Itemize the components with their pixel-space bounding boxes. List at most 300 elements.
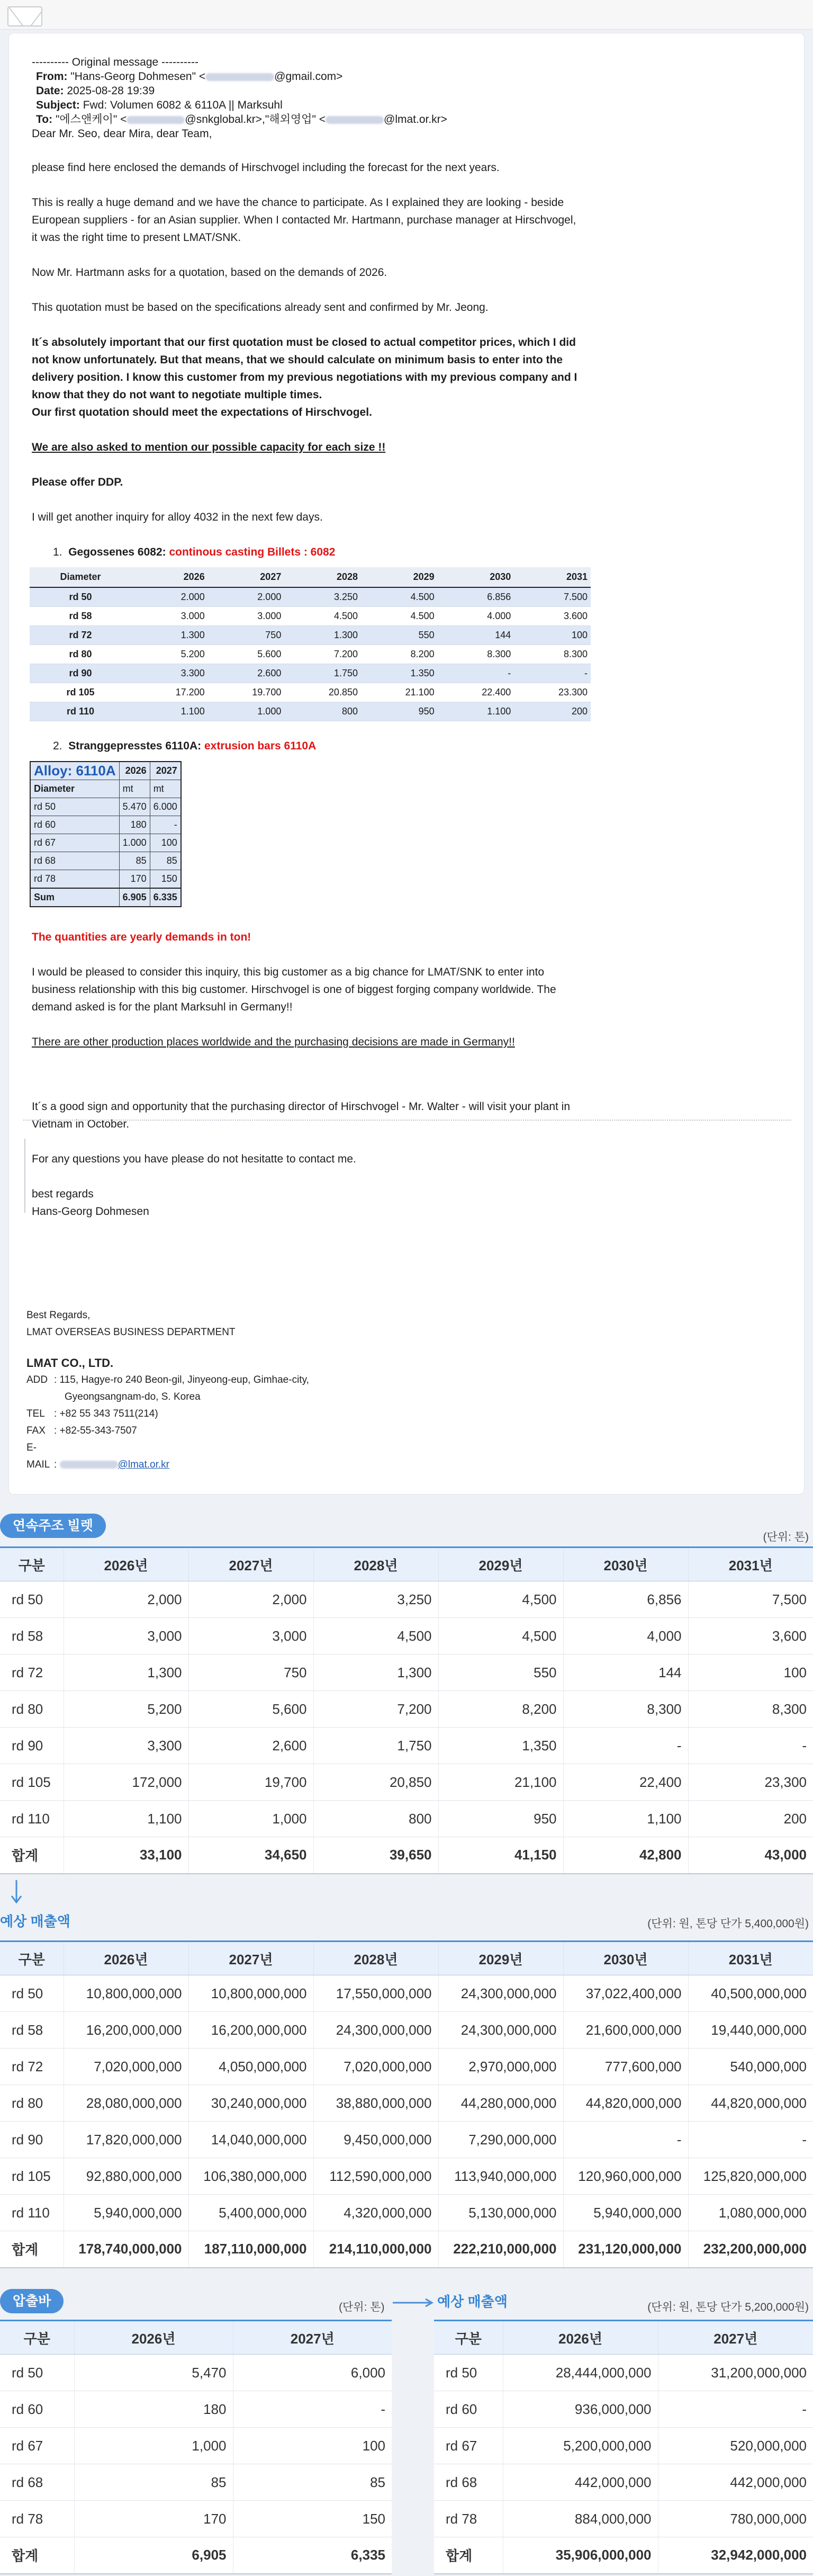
- table-cell: 4,050,000,000: [188, 2049, 313, 2085]
- table-row: [434, 2428, 813, 2464]
- table-cell: 30,240,000,000: [188, 2085, 313, 2122]
- total-cell: 35,906,000,000: [503, 2537, 658, 2574]
- sales-table: [0, 1940, 813, 2268]
- table-cell: 28,444,000,000: [503, 2355, 658, 2391]
- table-cell: 23,300: [688, 1764, 813, 1801]
- table-cell: 2.000: [131, 587, 208, 607]
- table-row: [0, 1691, 813, 1728]
- total-row: [0, 1837, 813, 1874]
- table-cell: 1.000: [208, 702, 285, 721]
- email-link[interactable]: @lmat.or.kr: [118, 1459, 169, 1470]
- table-cell: 200: [514, 702, 591, 721]
- table-cell: 3.000: [208, 607, 285, 626]
- table-cell: rd 58: [30, 607, 131, 626]
- table-cell: rd 58: [0, 2012, 64, 2049]
- paragraph: I would be pleased to consider this inquiry, this big customer as a big chance for LMAT/SNK to enter into business relationship with this big customer. Hirschvogel is one of biggest forging company worldwide. The demand asked is for the plant Marksuhl in Germany!!: [32, 966, 556, 1013]
- to-line: To: "에스앤케이" < @snkglobal.kr>,"해외영업" < @lmat.or.kr>: [36, 113, 447, 126]
- table-cell: 1,100: [563, 1801, 688, 1837]
- header-row: [0, 1548, 813, 1581]
- table-cell: 37,022,400,000: [563, 1975, 688, 2012]
- total-cell: 6,335: [233, 2537, 392, 2574]
- header-row: [0, 2321, 392, 2355]
- table-cell: 5,130,000,000: [438, 2195, 563, 2231]
- table-cell: 24,300,000,000: [313, 2012, 438, 2049]
- table-cell: 85: [74, 2464, 233, 2501]
- table-cell: 1,750: [313, 1728, 438, 1764]
- table-cell: 520,000,000: [658, 2428, 813, 2464]
- table-cell: rd 110: [0, 2195, 64, 2231]
- table-cell: 5,470: [74, 2355, 233, 2391]
- table-row: [0, 1654, 813, 1691]
- table-cell: 550: [361, 626, 438, 645]
- table-row: [0, 1801, 813, 1837]
- table-cell: rd 67: [434, 2428, 503, 2464]
- column-header: 2030: [438, 567, 514, 587]
- table-cell: 6.856: [438, 587, 514, 607]
- extrusion-summary-table: [0, 2320, 392, 2574]
- table-cell: 800: [313, 1801, 438, 1837]
- table-cell: 85: [119, 852, 150, 870]
- section-title-billets: 연속주조 빌렛: [0, 1514, 106, 1538]
- table-cell: 750: [188, 1654, 313, 1691]
- table-cell: 100: [688, 1654, 813, 1691]
- unit-label: (단위: 원, 톤당 단가 5,200,000원): [647, 2301, 809, 2313]
- table-cell: 950: [361, 702, 438, 721]
- table-cell: 144: [563, 1654, 688, 1691]
- subject-line: Subject: Fwd: Volumen 6082 & 6110A || Marksuhl: [36, 99, 283, 111]
- table-cell: 936,000,000: [503, 2391, 658, 2428]
- table-cell: 8,300: [563, 1691, 688, 1728]
- table-cell: 150: [150, 870, 181, 889]
- unit-label: (단위: 원, 톤당 단가 5,400,000원): [647, 1918, 809, 1930]
- table-row: [0, 2464, 392, 2501]
- column-header: 2027년: [188, 1548, 313, 1581]
- table-cell: 3,600: [688, 1618, 813, 1654]
- table-cell: 170: [74, 2501, 233, 2537]
- table-cell: 9,450,000,000: [313, 2122, 438, 2158]
- table-cell: 200: [688, 1801, 813, 1837]
- table-row: [30, 816, 181, 834]
- extrusion-table: Alloy: 6110A 2026 2027 Diameter mt mt rd 50 5.470 6.000 rd 60 180 - rd 67 1.000 100 rd 68 85 85 rd 78 170 150 Sum 6.905 6.335: [30, 761, 182, 907]
- table-cell: 6.905: [119, 888, 150, 907]
- table-cell: 3,300: [64, 1728, 188, 1764]
- total-cell: 34,650: [188, 1837, 313, 1874]
- table-cell: 150: [233, 2501, 392, 2537]
- table-cell: rd 50: [434, 2355, 503, 2391]
- bold-paragraph: It´s absolutely important that our first quotation must be closed to actual competitor prices, which I did not know unfortunately. But that means, that we should calculate on minimum basis to enter into the delivery position. I know this customer from my previous negotiations with my previous company and I know that they do not want to negotiate multiple times.: [32, 336, 577, 401]
- table-cell: 92,880,000,000: [64, 2158, 188, 2195]
- table-cell: -: [233, 2391, 392, 2428]
- original-message-line: ---------- Original message ----------: [32, 56, 198, 68]
- table-row: [434, 2501, 813, 2537]
- column-header: 2027년: [658, 2321, 813, 2355]
- column-header: Diameter: [30, 567, 131, 587]
- table-cell: 4.500: [284, 607, 361, 626]
- column-header: 2030년: [563, 1942, 688, 1975]
- table-cell: 85: [150, 852, 181, 870]
- table-cell: 38,880,000,000: [313, 2085, 438, 2122]
- column-header: 2031: [514, 567, 591, 587]
- table-cell: 4,000: [563, 1618, 688, 1654]
- table-cell: 8,200: [438, 1691, 563, 1728]
- table-cell: 4.500: [361, 607, 438, 626]
- table-row: [0, 1581, 813, 1618]
- table-cell: 5,400,000,000: [188, 2195, 313, 2231]
- table-cell: 21,600,000,000: [563, 2012, 688, 2049]
- section-title-sales: 예상 매출액: [0, 1913, 70, 1929]
- table-cell: 1,300: [313, 1654, 438, 1691]
- table-cell: rd 50: [0, 2355, 74, 2391]
- table-row: [30, 888, 181, 907]
- table-cell: 1,000: [188, 1801, 313, 1837]
- table-cell: 21.100: [361, 683, 438, 702]
- table-cell: 1,000: [74, 2428, 233, 2464]
- column-header: 2028년: [313, 1942, 438, 1975]
- table-cell: 8,300: [688, 1691, 813, 1728]
- table-cell: 5,200: [64, 1691, 188, 1728]
- table-cell: rd 72: [30, 626, 131, 645]
- table-cell: Sum: [30, 888, 119, 907]
- table-cell: 750: [208, 626, 285, 645]
- table-cell: 7.200: [284, 645, 361, 664]
- table-cell: 16,200,000,000: [64, 2012, 188, 2049]
- table-cell: -: [688, 2122, 813, 2158]
- table-cell: rd 50: [0, 1581, 64, 1618]
- table-cell: 1.000: [119, 834, 150, 852]
- table-cell: 44,820,000,000: [688, 2085, 813, 2122]
- table-cell: 7,020,000,000: [313, 2049, 438, 2085]
- column-header: 2031년: [688, 1942, 813, 1975]
- table-cell: 1.100: [438, 702, 514, 721]
- unit-label: (단위: 톤): [763, 1531, 809, 1543]
- table-cell: 3.250: [284, 587, 361, 607]
- table-cell: 4,500: [438, 1618, 563, 1654]
- signature: Best Regards, LMAT OVERSEAS BUSINESS DEPARTMENT LMAT CO., LTD. ADD : 115, Hagye-ro 240 Beon-gil, Jinyeong-eup, Gimhae-city, Gyeongsangnam-do, S. Korea TEL : +82 55 343 7511(214) FAX : +82-55-343-7507 E-MAIL : @lmat.or.kr: [26, 1310, 309, 1470]
- table-cell: 7,290,000,000: [438, 2122, 563, 2158]
- total-cell: 41,150: [438, 1837, 563, 1874]
- total-cell: 231,120,000,000: [563, 2231, 688, 2268]
- section-title-sales-extrusion: 예상 매출액: [437, 2294, 508, 2310]
- table-cell: rd 105: [30, 683, 131, 702]
- paragraph: please find here enclosed the demands of Hirschvogel including the forecast for the next years.: [32, 162, 500, 174]
- table-cell: 10,800,000,000: [188, 1975, 313, 2012]
- table-cell: 8.300: [438, 645, 514, 664]
- column-header: 2030년: [563, 1548, 688, 1581]
- table-cell: 5.470: [119, 798, 150, 816]
- paragraph: I will get another inquiry for alloy 4032 in the next few days.: [32, 511, 323, 523]
- total-row: [434, 2537, 813, 2574]
- table-cell: 100: [150, 834, 181, 852]
- table-cell: 7.500: [514, 587, 591, 607]
- column-header: 구분: [434, 2321, 503, 2355]
- table-row: [0, 2085, 813, 2122]
- table-cell: 2,970,000,000: [438, 2049, 563, 2085]
- column-header: 구분: [0, 1548, 64, 1581]
- column-header: 2026: [131, 567, 208, 587]
- table-row: [0, 1618, 813, 1654]
- table-cell: 1.100: [131, 702, 208, 721]
- table-row: [30, 683, 591, 702]
- total-cell: 178,740,000,000: [64, 2231, 188, 2268]
- forward-header: [32, 55, 582, 141]
- table-row: [0, 2428, 392, 2464]
- table-cell: 24,300,000,000: [438, 1975, 563, 2012]
- table-cell: 6,856: [563, 1581, 688, 1618]
- column-header: 구분: [0, 2321, 74, 2355]
- table-cell: -: [688, 1728, 813, 1764]
- table-cell: 3,000: [188, 1618, 313, 1654]
- table-cell: 31,200,000,000: [658, 2355, 813, 2391]
- table-cell: rd 72: [0, 2049, 64, 2085]
- paragraph: Now Mr. Hartmann asks for a quotation, based on the demands of 2026.: [32, 266, 387, 279]
- table-row: [0, 2501, 392, 2537]
- table-cell: 6,000: [233, 2355, 392, 2391]
- total-cell: 232,200,000,000: [688, 2231, 813, 2268]
- table-cell: 3.300: [131, 664, 208, 683]
- paragraph: This is really a huge demand and we have the chance to participate. As I explained they are looking - beside European suppliers - for an Asian supplier. When I contacted Mr. Hartmann, purchase manager at Hirschvogel, it was the right time to present LMAT/SNK.: [32, 196, 576, 244]
- table-cell: 44,280,000,000: [438, 2085, 563, 2122]
- table-row: [0, 2122, 813, 2158]
- list-item: 2. Stranggepresstes 6110A: extrusion bars 6110A: [53, 740, 317, 752]
- table-row: [30, 664, 591, 683]
- table-cell: rd 90: [0, 2122, 64, 2158]
- table-cell: 1,080,000,000: [688, 2195, 813, 2231]
- table-cell: 40,500,000,000: [688, 1975, 813, 2012]
- table-cell: -: [563, 2122, 688, 2158]
- table-cell: 5.200: [131, 645, 208, 664]
- table-row: [0, 2158, 813, 2195]
- table-cell: rd 78: [0, 2501, 74, 2537]
- table-cell: -: [514, 664, 591, 683]
- table-cell: rd 50: [30, 798, 119, 816]
- down-arrow-icon: [8, 1879, 24, 1904]
- table-row: [30, 587, 591, 607]
- table-cell: 24,300,000,000: [438, 2012, 563, 2049]
- table-cell: -: [438, 664, 514, 683]
- table-cell: -: [563, 1728, 688, 1764]
- billets-table: [30, 567, 591, 721]
- table-cell: 4.500: [361, 587, 438, 607]
- table-row: [30, 626, 591, 645]
- table-cell: 19,440,000,000: [688, 2012, 813, 2049]
- table-row: [0, 2012, 813, 2049]
- table-cell: 120,960,000,000: [563, 2158, 688, 2195]
- quantities-note: The quantities are yearly demands in ton!: [32, 931, 251, 943]
- total-cell: 합계: [0, 2231, 64, 2268]
- table-row: [30, 870, 181, 889]
- table-cell: rd 110: [0, 1801, 64, 1837]
- table-row: [0, 2049, 813, 2085]
- total-cell: 합계: [0, 1837, 64, 1874]
- table-cell: rd 68: [0, 2464, 74, 2501]
- column-header: 2026년: [503, 2321, 658, 2355]
- total-cell: 187,110,000,000: [188, 2231, 313, 2268]
- table-cell: 4,500: [438, 1581, 563, 1618]
- greeting: Dear Mr. Seo, dear Mira, dear Team,: [32, 128, 212, 140]
- table-cell: 1,100: [64, 1801, 188, 1837]
- column-header: 2028: [284, 567, 361, 587]
- table-cell: rd 50: [30, 587, 131, 607]
- table-cell: rd 50: [0, 1975, 64, 2012]
- table-cell: 1.750: [284, 664, 361, 683]
- table-cell: 170: [119, 870, 150, 889]
- alloy-label: Alloy: 6110A: [30, 762, 119, 780]
- table-cell: 2.600: [208, 664, 285, 683]
- table-cell: 4,320,000,000: [313, 2195, 438, 2231]
- table-cell: 5.600: [208, 645, 285, 664]
- ddp-note: Please offer DDP.: [32, 476, 123, 488]
- total-cell: 6,905: [74, 2537, 233, 2574]
- table-cell: rd 110: [30, 702, 131, 721]
- mail-icon[interactable]: [7, 6, 42, 26]
- table-cell: rd 72: [0, 1654, 64, 1691]
- paragraph: There are other production places worldwide and the purchasing decisions are made in Germany!!: [32, 1036, 515, 1048]
- table-cell: 777,600,000: [563, 2049, 688, 2085]
- table-cell: 2.000: [208, 587, 285, 607]
- top-bar: [0, 0, 813, 30]
- table-cell: 1.300: [284, 626, 361, 645]
- table-cell: 20,850: [313, 1764, 438, 1801]
- total-row: [0, 2231, 813, 2268]
- table-cell: rd 67: [30, 834, 119, 852]
- table-cell: 4,500: [313, 1618, 438, 1654]
- table-cell: 2,000: [188, 1581, 313, 1618]
- table-cell: rd 78: [30, 870, 119, 889]
- table-cell: 22,400: [563, 1764, 688, 1801]
- from-line: From: "Hans-Georg Dohmesen" < @gmail.com>: [36, 70, 343, 83]
- divider: [23, 1120, 791, 1121]
- table-row: [434, 2355, 813, 2391]
- table-cell: rd 60: [30, 816, 119, 834]
- table-cell: 1,300: [64, 1654, 188, 1691]
- table-row: [30, 607, 591, 626]
- table-cell: 1.300: [131, 626, 208, 645]
- table-cell: 16,200,000,000: [188, 2012, 313, 2049]
- table-cell: 1.350: [361, 664, 438, 683]
- table-cell: 5,200,000,000: [503, 2428, 658, 2464]
- list-item: 1. Gegossenes 6082: continous casting Billets : 6082: [53, 546, 336, 558]
- table-cell: rd 60: [434, 2391, 503, 2428]
- table-cell: 100: [233, 2428, 392, 2464]
- table-cell: 100: [514, 626, 591, 645]
- table-cell: 180: [74, 2391, 233, 2428]
- table-cell: 8.300: [514, 645, 591, 664]
- table-cell: 800: [284, 702, 361, 721]
- column-header: 2027: [208, 567, 285, 587]
- table-cell: 23.300: [514, 683, 591, 702]
- column-header: 2027년: [188, 1942, 313, 1975]
- header-row: [0, 1942, 813, 1975]
- table-cell: 3,000: [64, 1618, 188, 1654]
- table-cell: rd 60: [0, 2391, 74, 2428]
- capacity-note: We are also asked to mention our possible capacity for each size !!: [32, 441, 386, 453]
- table-row: [30, 702, 591, 721]
- table-cell: 5,940,000,000: [563, 2195, 688, 2231]
- billets-summary-table: [0, 1546, 813, 1874]
- right-arrow-icon: [392, 2297, 434, 2308]
- table-cell: 19.700: [208, 683, 285, 702]
- table-cell: 540,000,000: [688, 2049, 813, 2085]
- total-cell: 합계: [434, 2537, 503, 2574]
- table-row: [0, 1764, 813, 1801]
- table-cell: 44,820,000,000: [563, 2085, 688, 2122]
- table-cell: rd 58: [0, 1618, 64, 1654]
- total-cell: 222,210,000,000: [438, 2231, 563, 2268]
- table-cell: 3,250: [313, 1581, 438, 1618]
- table-cell: rd 68: [30, 852, 119, 870]
- table-cell: rd 67: [0, 2428, 74, 2464]
- table-cell: 14,040,000,000: [188, 2122, 313, 2158]
- table-cell: -: [658, 2391, 813, 2428]
- table-cell: 7,200: [313, 1691, 438, 1728]
- table-cell: 19,700: [188, 1764, 313, 1801]
- column-header: 2029: [361, 567, 438, 587]
- table-cell: rd 90: [30, 664, 131, 683]
- table-cell: rd 78: [434, 2501, 503, 2537]
- table-cell: 5,940,000,000: [64, 2195, 188, 2231]
- column-header: 구분: [0, 1942, 64, 1975]
- table-row: [434, 2391, 813, 2428]
- table-row: [30, 834, 181, 852]
- section-title-extrusion: 압출바: [0, 2289, 64, 2313]
- table-cell: 125,820,000,000: [688, 2158, 813, 2195]
- closing-name: Hans-Georg Dohmesen: [32, 1205, 149, 1218]
- table-cell: 950: [438, 1801, 563, 1837]
- table-cell: 442,000,000: [503, 2464, 658, 2501]
- unit-label: (단위: 톤): [339, 2301, 385, 2313]
- table-cell: rd 105: [0, 1764, 64, 1801]
- table-row: [30, 645, 591, 664]
- table-cell: 17.200: [131, 683, 208, 702]
- closing: best regards: [32, 1188, 94, 1200]
- total-cell: 32,942,000,000: [658, 2537, 813, 2574]
- table-cell: rd 105: [0, 2158, 64, 2195]
- company-name: LMAT CO., LTD.: [26, 1356, 114, 1370]
- table-cell: 20.850: [284, 683, 361, 702]
- table-cell: 7,020,000,000: [64, 2049, 188, 2085]
- table-cell: 7,500: [688, 1581, 813, 1618]
- table-cell: 22.400: [438, 683, 514, 702]
- total-cell: 214,110,000,000: [313, 2231, 438, 2268]
- redacted: [205, 73, 274, 81]
- column-header: 2031년: [688, 1548, 813, 1581]
- table-cell: 112,590,000,000: [313, 2158, 438, 2195]
- table-cell: 780,000,000: [658, 2501, 813, 2537]
- column-header: 2026년: [64, 1942, 188, 1975]
- table-row: [30, 798, 181, 816]
- total-cell: 33,100: [64, 1837, 188, 1874]
- table-cell: 550: [438, 1654, 563, 1691]
- extrusion-sales-table: [434, 2320, 813, 2574]
- table-cell: 3.600: [514, 607, 591, 626]
- table-row: [0, 2195, 813, 2231]
- table-cell: 144: [438, 626, 514, 645]
- column-header: 2026년: [74, 2321, 233, 2355]
- table-cell: 17,820,000,000: [64, 2122, 188, 2158]
- quote-bar: [24, 1139, 25, 1213]
- table-cell: rd 80: [30, 645, 131, 664]
- table-cell: 172,000: [64, 1764, 188, 1801]
- table-cell: 180: [119, 816, 150, 834]
- column-header: 2026년: [64, 1548, 188, 1581]
- table-cell: 3.000: [131, 607, 208, 626]
- header-row: [434, 2321, 813, 2355]
- total-row: [0, 2537, 392, 2574]
- column-header: 2029년: [438, 1548, 563, 1581]
- table-cell: 6.000: [150, 798, 181, 816]
- table-cell: 5,600: [188, 1691, 313, 1728]
- table-row: [0, 2391, 392, 2428]
